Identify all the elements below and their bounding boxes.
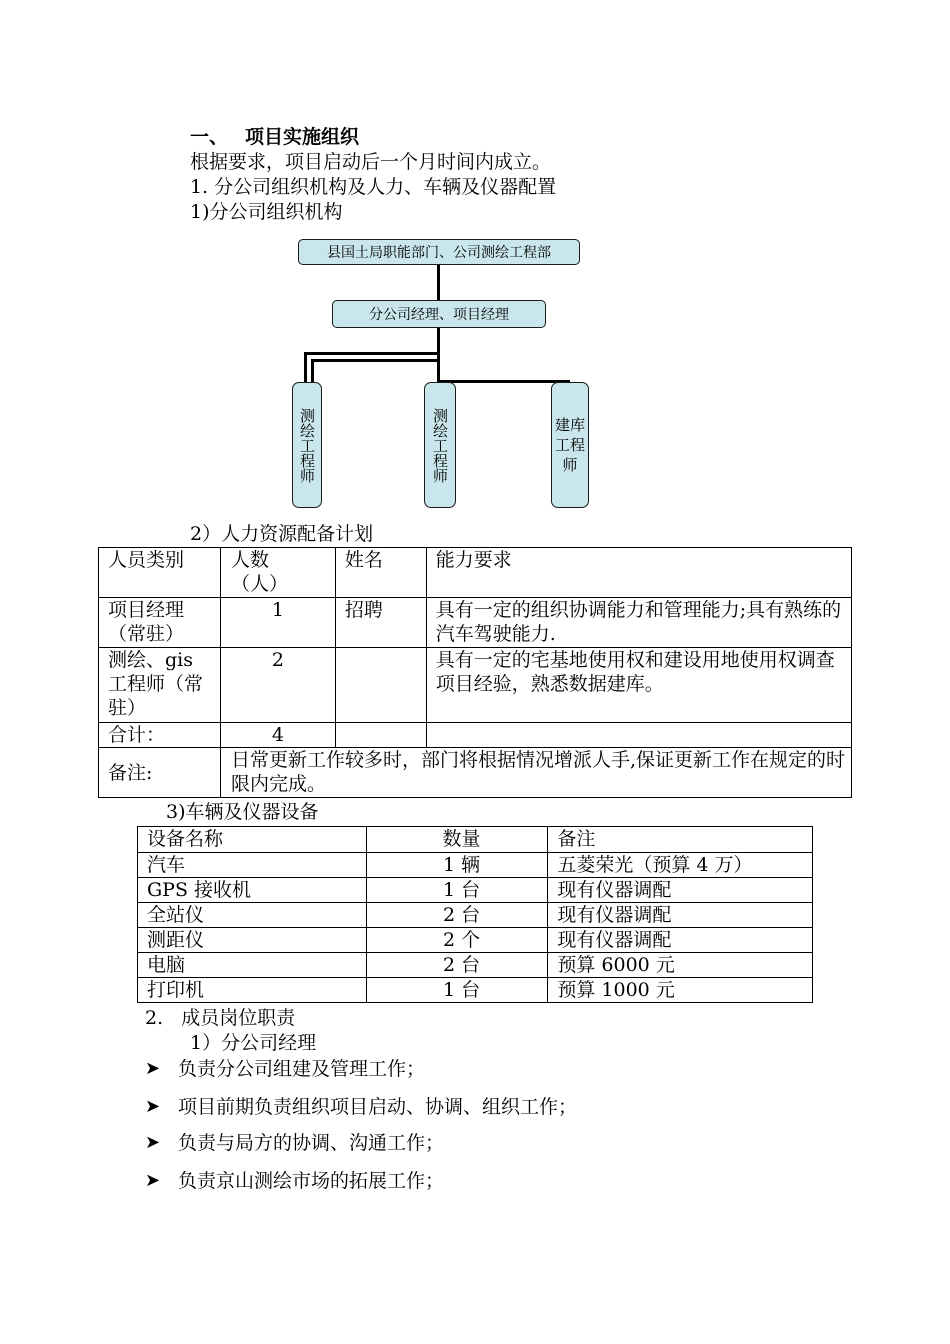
- empty-cell: [335, 723, 426, 748]
- equipment-qty: 1 辆: [366, 853, 548, 878]
- total-value: 4: [220, 723, 335, 748]
- equipment-note: 现有仪器调配: [548, 928, 813, 953]
- connector-line: [304, 352, 440, 355]
- connector-line: [437, 328, 440, 383]
- table-row: [138, 978, 813, 1003]
- equipment-note: 预算 1000 元: [548, 978, 813, 1003]
- equipment-qty: 1 台: [366, 878, 548, 903]
- hr-plan-title: 2）人力资源配备计划: [190, 523, 374, 545]
- connector-line: [304, 352, 307, 383]
- table-row: [99, 598, 852, 648]
- org-node-top-label: 县国土局职能部门、公司测绘工程部: [327, 245, 551, 261]
- requirement-cell: 具有一定的宅基地使用权和建设用地使用权调查项目经验，熟悉数据建库。: [426, 648, 851, 723]
- arrow-bullet-icon: ➤: [145, 1132, 161, 1153]
- intro-text: 根据要求，项目启动后一个月时间内成立。: [190, 151, 552, 173]
- equipment-qty: 2 个: [366, 928, 548, 953]
- header-cell: 人员类别: [99, 548, 221, 598]
- header-cell: 人数（人）: [220, 548, 335, 598]
- org-node-child-label: 测绘工程师: [298, 407, 316, 483]
- connector-line: [437, 265, 440, 301]
- list-item: 负责京山测绘市场的拓展工作；: [178, 1170, 445, 1192]
- total-row: [99, 723, 852, 748]
- connector-line: [437, 380, 570, 383]
- equipment-qty: 1 台: [366, 978, 548, 1003]
- table-row: [138, 878, 813, 903]
- arrow-bullet-icon: ➤: [145, 1170, 161, 1191]
- count-cell: 1: [220, 598, 335, 648]
- equipment-name: 电脑: [138, 953, 367, 978]
- org-node-child-1: [292, 382, 322, 508]
- org-node-middle: [332, 300, 546, 328]
- list-item: 负责分公司组建及管理工作；: [178, 1058, 426, 1080]
- empty-cell: [426, 723, 851, 748]
- duties-title: 2. 成员岗位职责: [145, 1007, 296, 1029]
- equipment-note: 预算 6000 元: [548, 953, 813, 978]
- org-structure-heading: 1)分公司组织机构: [190, 201, 343, 223]
- category-cell: 测绘、gis工程师（常驻）: [99, 648, 221, 723]
- header-cell: 数量: [366, 827, 548, 853]
- note-row: [99, 748, 852, 798]
- hr-plan-table: [98, 547, 852, 798]
- connector-line: [311, 359, 314, 383]
- table-row: [99, 648, 852, 723]
- table-header-row: [99, 548, 852, 598]
- equipment-name: 汽车: [138, 853, 367, 878]
- name-cell: [335, 648, 426, 723]
- name-cell: 招聘: [335, 598, 426, 648]
- subsection-heading: 1. 分公司组织机构及人力、车辆及仪器配置: [190, 176, 557, 198]
- count-cell: 2: [220, 648, 335, 723]
- arrow-bullet-icon: ➤: [145, 1096, 161, 1117]
- requirement-cell: 具有一定的组织协调能力和管理能力;具有熟练的汽车驾驶能力.: [426, 598, 851, 648]
- equipment-name: 全站仪: [138, 903, 367, 928]
- equipment-table: [137, 826, 813, 1003]
- category-cell: 项目经理（常驻）: [99, 598, 221, 648]
- header-cell: 能力要求: [426, 548, 851, 598]
- table-row: [138, 903, 813, 928]
- table-header-row: [138, 827, 813, 853]
- connector-line: [311, 359, 440, 362]
- org-node-middle-label: 分公司经理、项目经理: [369, 307, 509, 323]
- org-node-child-label: 建库工程师: [554, 416, 585, 474]
- equipment-name: 打印机: [138, 978, 367, 1003]
- equipment-title: 3)车辆及仪器设备: [166, 801, 319, 823]
- section-number: 一、: [190, 126, 229, 148]
- org-node-top: [298, 239, 580, 265]
- header-cell: 姓名: [335, 548, 426, 598]
- equipment-note: 五菱荣光（预算 4 万）: [548, 853, 813, 878]
- arrow-bullet-icon: ➤: [145, 1058, 161, 1079]
- org-node-child-label: 测绘工程师: [431, 407, 449, 483]
- section-title: 项目实施组织: [245, 126, 360, 148]
- equipment-qty: 2 台: [366, 953, 548, 978]
- note-text: 日常更新工作较多时，部门将根据情况增派人手,保证更新工作在规定的时限内完成。: [220, 748, 851, 798]
- table-row: [138, 853, 813, 878]
- equipment-name: 测距仪: [138, 928, 367, 953]
- table-row: [138, 928, 813, 953]
- list-item: 项目前期负责组织项目启动、协调、组织工作；: [178, 1096, 578, 1118]
- table-row: [138, 953, 813, 978]
- header-cell: 备注: [548, 827, 813, 853]
- org-node-child-2: [424, 382, 456, 508]
- equipment-note: 现有仪器调配: [548, 903, 813, 928]
- list-item: 负责与局方的协调、沟通工作；: [178, 1132, 445, 1154]
- equipment-note: 现有仪器调配: [548, 878, 813, 903]
- equipment-name: GPS 接收机: [138, 878, 367, 903]
- equipment-qty: 2 台: [366, 903, 548, 928]
- header-cell: 设备名称: [138, 827, 367, 853]
- duties-subtitle: 1）分公司经理: [190, 1032, 317, 1054]
- org-node-child-3: [551, 382, 589, 508]
- note-label: 备注:: [99, 748, 221, 798]
- total-label: 合计：: [99, 723, 221, 748]
